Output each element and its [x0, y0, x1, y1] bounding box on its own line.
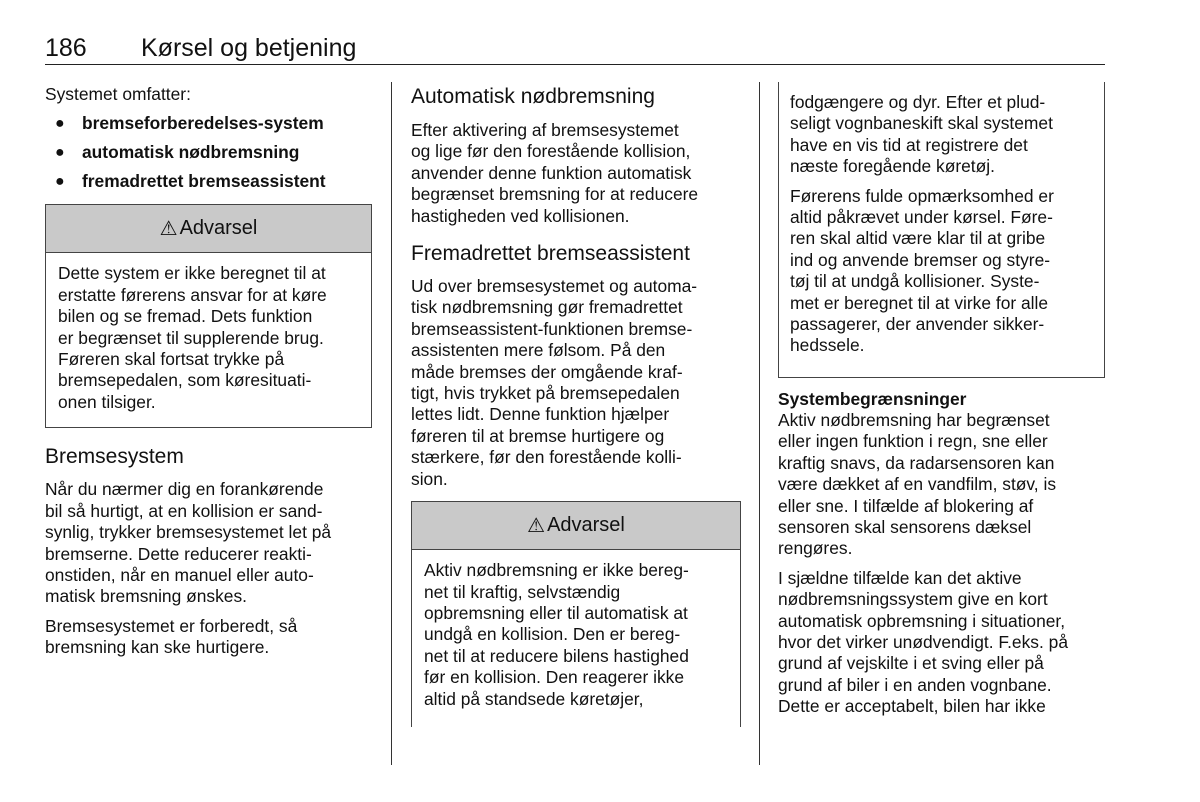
bullet-icon: ● — [55, 115, 65, 133]
list-item: ● bremseforberedelses-system — [45, 109, 372, 138]
warning-title: Advarsel — [179, 217, 258, 240]
list-item: ● automatisk nødbremsning — [45, 138, 372, 167]
warning-text: fodgængere og dyr. Efter et plud- seligt vognbaneskift skal systemet have en vis tid at registrere det næste foregående køretøj. — [790, 92, 1053, 177]
section-title: Kørsel og betjening — [141, 34, 357, 62]
paragraph: Når du nærmer dig en forankørende bil så hurtigt, at en kollision er sand- synlig, trykker bremsesystemet let på bremserne. Dette reducerer reakti- onstiden, når en manuel eller auto- matisk bremsning ønskes. — [45, 479, 332, 607]
bullet-icon: ● — [55, 173, 65, 191]
warning-title: Advarsel — [547, 514, 625, 537]
section-heading: Fremadrettet bremseassistent — [411, 242, 690, 266]
intro-text: Systemet omfatter: — [45, 84, 191, 104]
warning-text: Førerens fulde opmærksomhed er altid påkrævet under kørsel. Føre- ren skal altid være klar til at gribe ind og anvende bremser og styre- tøj til at undgå kollisioner. Syste- met er beregnet til at virke for alle passagerer, der anvender sikker- hedssele. — [790, 185, 1054, 356]
header-rule — [45, 64, 1105, 65]
column-3 — [778, 82, 1105, 718]
paragraph: I sjældne tilfælde kan det aktive nødbremsningssystem give en kort automatisk opbremsning i situationer, hvor det virker unødvendigt. F.eks. på grund af vejskilte i et sving eller på grund af biler i en anden vognbane. Dette er acceptabelt, bilen har ikke — [778, 567, 1068, 717]
column-1 — [45, 84, 372, 659]
warning-text: Dette system er ikke beregnet til at erstatte førerens ansvar for at køre bilen og se fremad. Dets funktion er begrænset til supplerende brug. Føreren skal fortsat trykke på bremsepedalen, som køresituati- onen tilsiger. — [58, 263, 327, 412]
page-number: 186 — [45, 34, 87, 62]
warning-triangle-icon: ⚠ — [159, 218, 178, 241]
warning-header — [412, 502, 740, 550]
subsection-heading: Systembegrænsninger — [778, 389, 967, 409]
warning-triangle-icon: ⚠ — [527, 515, 546, 538]
section-heading: Bremsesystem — [45, 445, 184, 469]
page-header — [45, 34, 1105, 64]
warning-box-continued — [778, 82, 1105, 378]
feature-list — [45, 109, 372, 196]
warning-box — [45, 204, 372, 428]
section-heading: Automatisk nødbremsning — [411, 85, 655, 108]
warning-header — [46, 205, 371, 253]
paragraph: Ud over bremsesystemet og automa- tisk nødbremsning gør fremadrettet bremseassistent-funktionen bremse- assistenten mere følsom. På den måde bremses der omgående kraf- tigt, hvis trykket på bremsepedalen lettes lidt. Denne funktion hjælper føreren til at bremse hurtigere og stærkere, før den forestående kolli- sion. — [411, 276, 698, 489]
paragraph: Bremsesystemet er forberedt, så bremsning kan ske hurtigere. — [45, 615, 298, 658]
bullet-icon: ● — [55, 144, 65, 162]
paragraph: Aktiv nødbremsning har begrænset eller ingen funktion i regn, sne eller kraftig snavs, da radarsensoren kan være dækket af en vandfilm, støv, is eller sne. I tilfælde af blokering af sensoren skal sensorens dæksel rengøres. — [778, 410, 1057, 559]
warning-text: Aktiv nødbremsning er ikke bereg- net til kraftig, selvstændig opbremsning eller til automatisk at undgå en kollision. Den er bereg- net til at reducere bilens hastighed før en kollision. Den reagerer ikke altid på standsede køretøjer, — [424, 560, 689, 709]
column-2 — [411, 84, 741, 727]
paragraph: Efter aktivering af bremsesystemet og lige før den forestående kollision, anvender denne funktion automatisk begrænset bremsning for at reducere hastigheden ved kollisionen. — [411, 120, 699, 226]
list-item: ● fremadrettet bremseassistent — [45, 167, 372, 196]
column-divider-1 — [391, 82, 392, 765]
warning-box — [411, 501, 741, 727]
column-divider-2 — [759, 82, 760, 765]
